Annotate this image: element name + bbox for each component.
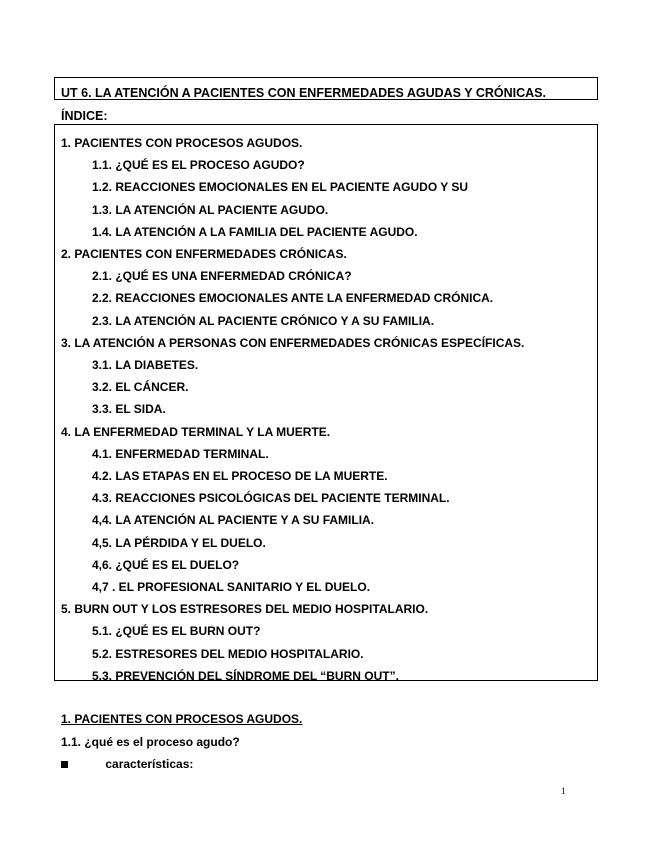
page-number: 1 xyxy=(561,786,566,796)
section-heading: 1. PACIENTES CON PROCESOS AGUDOS. xyxy=(61,712,303,726)
toc-section-entry: 1. PACIENTES CON PROCESOS AGUDOS. xyxy=(61,136,303,150)
toc-subsection-entry: 1.4. LA ATENCIÓN A LA FAMILIA DEL PACIENTE AGUDO. xyxy=(92,224,418,239)
toc-subsection-entry: 5.2. ESTRESORES DEL MEDIO HOSPITALARIO. xyxy=(92,646,364,661)
toc-section-entry: 2. PACIENTES CON ENFERMEDADES CRÓNICAS. xyxy=(61,247,347,261)
bullet-item xyxy=(61,757,193,771)
toc-subsection-entry: 4,5. LA PÉRDIDA Y EL DUELO. xyxy=(92,535,266,550)
bullet-item-text: características: xyxy=(105,757,194,771)
document-title-text: UT 6. LA ATENCIÓN A PACIENTES CON ENFERMEDADES AGUDAS Y CRÓNICAS. xyxy=(61,86,546,100)
toc-section-entry: 3. LA ATENCIÓN A PERSONAS CON ENFERMEDADES CRÓNICAS ESPECÍFICAS. xyxy=(61,335,525,350)
index-label: ÍNDICE: xyxy=(61,109,108,123)
document-title xyxy=(54,77,598,100)
toc-section-entry: 4. LA ENFERMEDAD TERMINAL Y LA MUERTE. xyxy=(61,424,331,439)
toc-subsection-entry: 4,6. ¿QUÉ ES EL DUELO? xyxy=(92,557,240,572)
toc-subsection-entry: 1.2. REACCIONES EMOCIONALES EN EL PACIENTE AGUDO Y SU xyxy=(92,180,469,195)
toc-subsection-entry: 1.3. LA ATENCIÓN AL PACIENTE AGUDO. xyxy=(92,202,329,217)
toc-subsection-entry: 2.2. REACCIONES EMOCIONALES ANTE LA ENFERMEDAD CRÓNICA. xyxy=(92,291,494,306)
toc-subsection-entry: 1.1. ¿QUÉ ES EL PROCESO AGUDO? xyxy=(92,158,305,173)
subsection-heading: 1.1. ¿qué es el proceso agudo? xyxy=(61,735,240,749)
toc-subsection-entry: 3.1. LA DIABETES. xyxy=(92,358,199,372)
toc-subsection-entry: 2.1. ¿QUÉ ES UNA ENFERMEDAD CRÓNICA? xyxy=(92,269,352,284)
toc-subsection-entry: 4.3. REACCIONES PSICOLÓGICAS DEL PACIENTE TERMINAL. xyxy=(92,491,450,506)
toc-subsection-entry: 3.3. EL SIDA. xyxy=(92,402,166,417)
toc-subsection-entry: 5.1. ¿QUÉ ES EL BURN OUT? xyxy=(92,624,261,639)
toc-subsection-entry: 3.2. EL CÁNCER. xyxy=(92,380,189,395)
table-of-contents xyxy=(54,124,598,681)
toc-section-entry: 5. BURN OUT Y LOS ESTRESORES DEL MEDIO HOSPITALARIO. xyxy=(61,602,429,617)
toc-subsection-entry: 4.2. LAS ETAPAS EN EL PROCESO DE LA MUERTE. xyxy=(92,469,388,483)
square-bullet-icon xyxy=(61,761,68,768)
toc-subsection-entry: 4,4. LA ATENCIÓN AL PACIENTE Y A SU FAMILIA. xyxy=(92,513,375,528)
toc-subsection-entry: 4,7 . EL PROFESIONAL SANITARIO Y EL DUELO. xyxy=(92,580,371,594)
toc-subsection-entry: 5.3. PREVENCIÓN DEL SÍNDROME DEL “BURN OUT”. xyxy=(92,668,399,683)
toc-subsection-entry: 2.3. LA ATENCIÓN AL PACIENTE CRÓNICO Y A SU FAMILIA. xyxy=(92,313,435,328)
toc-subsection-entry: 4.1. ENFERMEDAD TERMINAL. xyxy=(92,446,269,461)
